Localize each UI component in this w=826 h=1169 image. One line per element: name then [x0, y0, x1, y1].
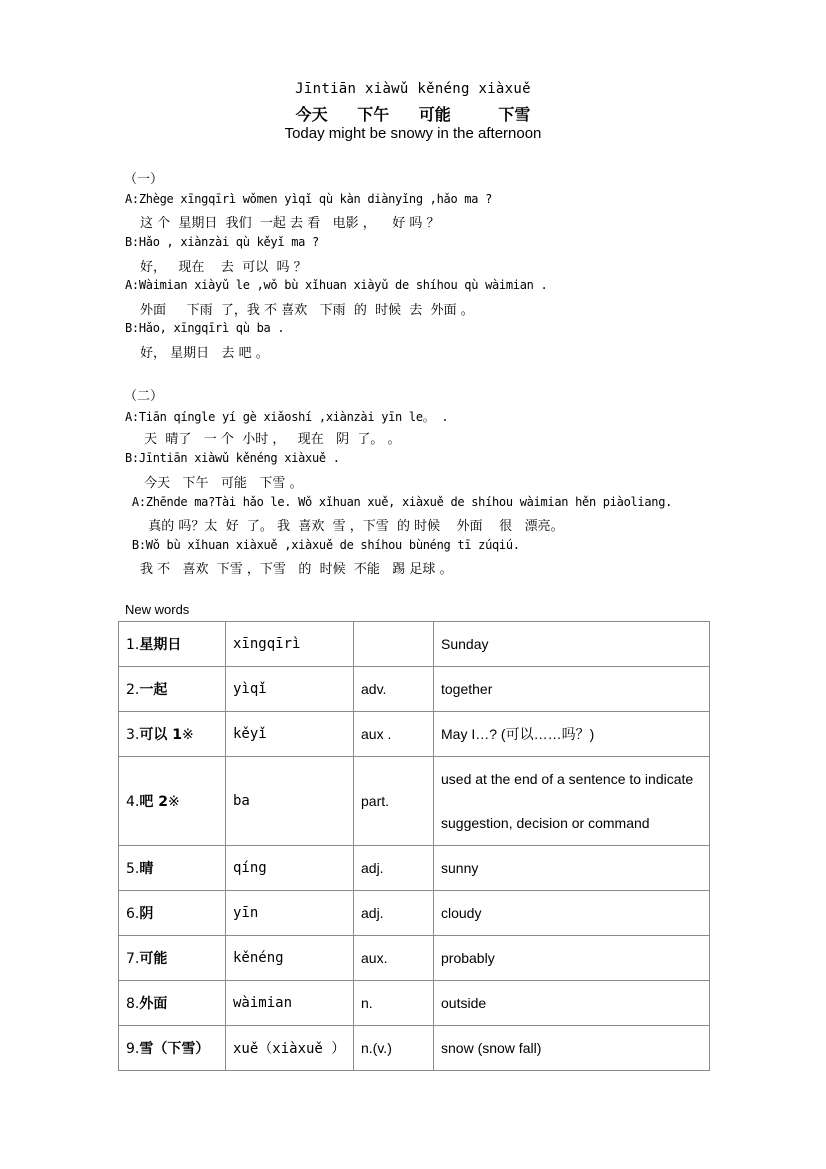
pos-cell: adj.: [354, 891, 434, 936]
dialogue-line-pinyin: A:Zhège xīngqīrì wǒmen yìqǐ qù kàn diànyǐng ,hǎo ma ?: [125, 192, 493, 206]
table-row: [119, 622, 710, 667]
pinyin-cell: xuě（xiàxuě ）: [226, 1026, 354, 1071]
pos-cell: [354, 622, 434, 667]
dialogue-line-pinyin: A:Wàimian xiàyǔ le ,wǒ bù xǐhuan xiàyǔ de shíhou qù wàimian .: [125, 278, 548, 292]
word-hanzi: 外面: [139, 996, 168, 1012]
pinyin-cell: kěyǐ: [226, 712, 354, 757]
pinyin-cell: qíng: [226, 846, 354, 891]
word-hanzi: 雪（下雪）: [139, 1041, 210, 1057]
definition-cell: sunny: [434, 846, 710, 891]
word-cell: [119, 936, 226, 981]
note-mark: ※: [167, 794, 180, 810]
word-hanzi: 可以 1: [139, 727, 182, 743]
word-hanzi: 星期日: [139, 637, 182, 653]
word-cell: [119, 622, 226, 667]
pinyin-cell: xīngqīrì: [226, 622, 354, 667]
word-cell: [119, 981, 226, 1026]
word-number: 5.: [126, 861, 140, 877]
pinyin-cell: yìqǐ: [226, 667, 354, 712]
definition-cell: cloudy: [434, 891, 710, 936]
title-english: Today might be snowy in the afternoon: [284, 125, 542, 142]
pinyin-cell: wàimian: [226, 981, 354, 1026]
pos-cell: n.(v.): [354, 1026, 434, 1071]
definition-cell: May I…? (可以……吗？): [434, 712, 710, 757]
dialogue-line-chinese: 今天 下午 可能 下雪 。: [140, 476, 303, 491]
pinyin-cell: yīn: [226, 891, 354, 936]
dialogue-line-chinese: 我 不 喜欢 下雪 ，下雪 的 时候 不能 踢 足球 。: [140, 562, 453, 577]
table-row: [119, 846, 710, 891]
table-row: [119, 757, 710, 846]
word-cell: [119, 667, 226, 712]
word-number: 4.: [126, 794, 140, 810]
pinyin-cell: kěnéng: [226, 936, 354, 981]
word-number: 1.: [126, 637, 140, 653]
dialogue-2-label: （二）: [124, 389, 164, 404]
definition-cell: probably: [434, 936, 710, 981]
title-word: 下午: [357, 105, 390, 124]
word-hanzi: 一起: [139, 682, 168, 698]
word-hanzi: 吧 2: [139, 794, 168, 810]
word-cell: [119, 891, 226, 936]
pos-cell: adv.: [354, 667, 434, 712]
table-row: [119, 891, 710, 936]
dialogue-line-pinyin: B:Hǎo , xiànzài qù kěyǐ ma ?: [125, 235, 319, 249]
table-row: [119, 936, 710, 981]
pos-cell: part.: [354, 757, 434, 846]
word-hanzi: 可能: [139, 951, 168, 967]
note-mark: ※: [181, 727, 194, 743]
title-word: 今天: [295, 105, 328, 124]
dialogue-line-chinese: 天 晴了 一 个 小时 ， 现在 阴 了。 。: [140, 432, 401, 447]
word-number: 6.: [126, 906, 140, 922]
word-cell: [119, 1026, 226, 1071]
dialogue-line-pinyin: A:Zhēnde ma?Tài hǎo le. Wǒ xǐhuan xuě, xiàxuě de shíhou wàimian hěn piàoliang.: [125, 495, 673, 509]
dialogue-line-chinese: 外面 下雨 了，我 不 喜欢 下雨 的 时候 去 外面 。: [140, 303, 474, 318]
pos-cell: n.: [354, 981, 434, 1026]
pos-cell: adj.: [354, 846, 434, 891]
new-words-heading: New words: [125, 602, 190, 617]
word-cell: [119, 846, 226, 891]
definition-cell: outside: [434, 981, 710, 1026]
pos-cell: aux .: [354, 712, 434, 757]
pos-cell: aux.: [354, 936, 434, 981]
word-number: 7.: [126, 951, 140, 967]
dialogue-line-pinyin: B:Hǎo, xīngqīrì qù ba .: [125, 321, 285, 335]
word-hanzi: 晴: [139, 861, 154, 877]
title-word: 下雪: [498, 105, 531, 124]
definition-cell: Sunday: [434, 622, 710, 667]
word-number: 9.: [126, 1041, 140, 1057]
definition-cell: used at the end of a sentence to indicate suggestion, decision or command: [434, 757, 710, 846]
word-cell: [119, 712, 226, 757]
table-row: [119, 1026, 710, 1071]
word-cell: [119, 757, 226, 846]
dialogue-line-chinese: 好， 星期日 去 吧 。: [140, 346, 269, 361]
word-number: 2.: [126, 682, 140, 698]
title-chinese: [0, 102, 826, 125]
dialogue-line-pinyin: A:Tiān qíngle yí gè xiǎoshí ,xiànzài yīn le。 .: [125, 410, 449, 424]
pinyin-cell: ba: [226, 757, 354, 846]
vocabulary-table: [118, 621, 710, 1071]
word-hanzi: 阴: [139, 906, 154, 922]
word-number: 8.: [126, 996, 140, 1012]
dialogue-line-chinese: 好， 现在 去 可以 吗 ？: [140, 260, 307, 275]
dialogue-1-label: （一）: [124, 172, 164, 187]
table-row: [119, 981, 710, 1026]
title-word: 可能: [418, 105, 451, 124]
dialogue-line-pinyin: B:Jīntiān xiàwǔ kěnéng xiàxuě .: [125, 451, 340, 465]
word-number: 3.: [126, 727, 140, 743]
dialogue-line-pinyin: B:Wǒ bù xǐhuan xiàxuě ,xiàxuě de shíhou bùnéng tī zúqiú.: [125, 538, 520, 552]
definition-cell: snow (snow fall): [434, 1026, 710, 1071]
title-pinyin: Jīntiān xiàwǔ kěnéng xiàxuě: [295, 81, 531, 97]
dialogue-line-chinese: 真的 吗？太 好 了。 我 喜欢 雪 ，下雪 的 时候 外面 很 漂亮。: [140, 519, 564, 534]
table-row: [119, 712, 710, 757]
definition-cell: together: [434, 667, 710, 712]
table-row: [119, 667, 710, 712]
dialogue-line-chinese: 这 个 星期日 我们 一起 去 看 电影 ， 好 吗 ？: [140, 216, 440, 231]
